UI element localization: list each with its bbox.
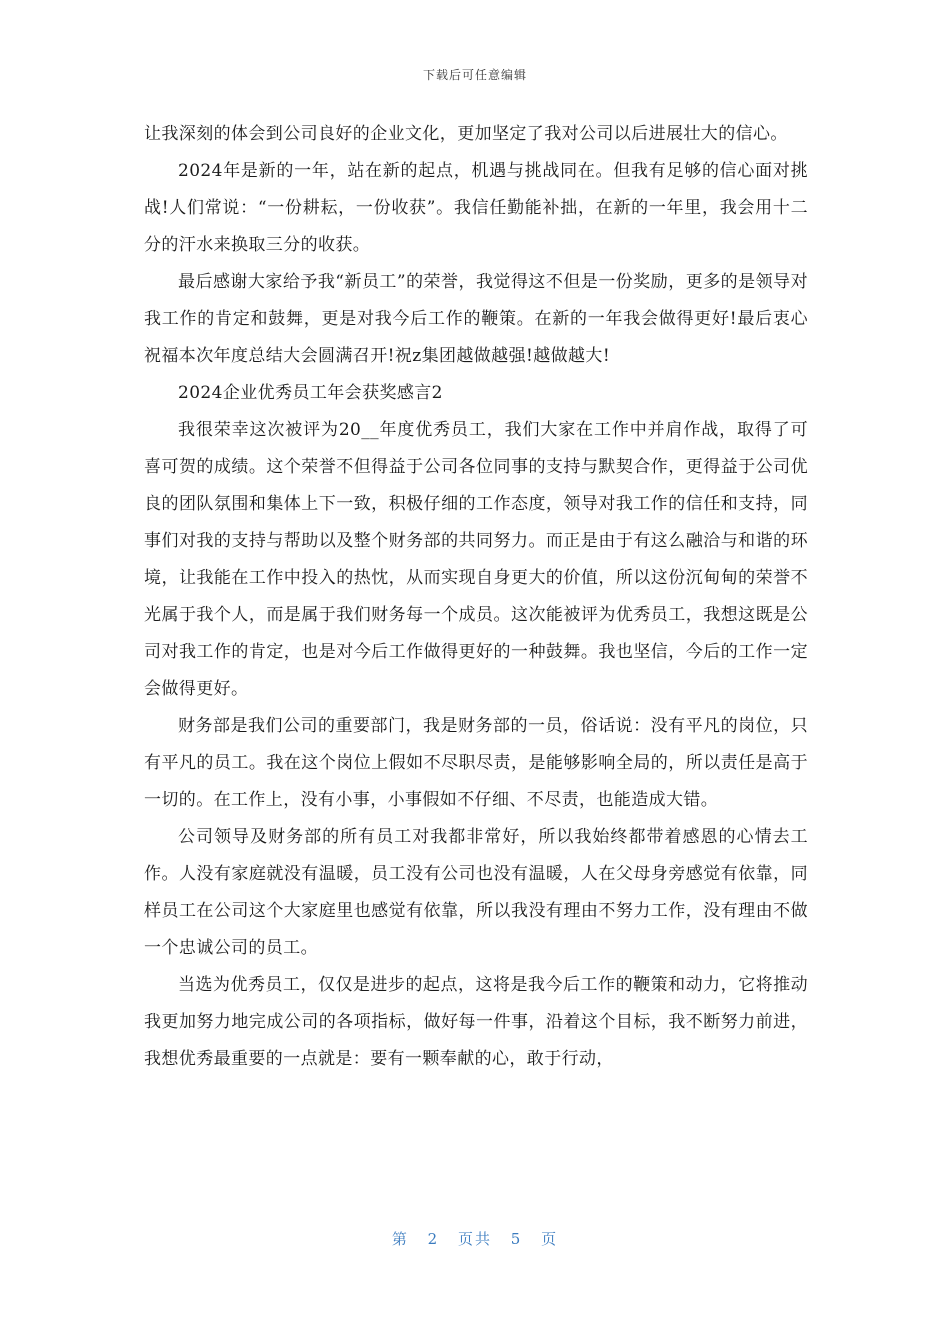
paragraph: 当选为优秀员工，仅仅是进步的起点，这将是我今后工作的鞭策和动力，它将推动我更加努力地完成公司的各项指标，做好每一件事，沿着这个目标，我不断努力前进，我想优秀最重要的一点就是：要有一颗奉献的心，敢于行动，: [144, 975, 808, 1069]
footer-page-number: 2: [427, 1230, 440, 1248]
section-title: 2024企业优秀员工年会获奖感言2: [178, 383, 443, 403]
header-note: 下载后可任意编辑: [422, 68, 527, 82]
footer-total-pages: 5: [510, 1230, 523, 1248]
footer-middle: 页共: [457, 1230, 492, 1248]
footer-suffix: 页: [541, 1230, 559, 1248]
paragraph: 2024年是新的一年，站在新的起点，机遇与挑战同在。但我有足够的信心面对挑战!人们常说：“一份耕耘，一份收获”。我信任勤能补拙，在新的一年里，我会用十二分的汗水来换取三分的收获。: [144, 161, 808, 255]
document-body: [144, 116, 808, 1078]
paragraph: 财务部是我们公司的重要部门，我是财务部的一员，俗话说：没有平凡的岗位，只有平凡的员工。我在这个岗位上假如不尽职尽责，是能够影响全局的，所以责任是高于一切的。在工作上，没有小事，小事假如不仔细、不尽责，也能造成大错。: [144, 716, 808, 810]
paragraph-continuation: 让我深刻的体会到公司良好的企业文化，更加坚定了我对公司以后进展壮大的信心。: [144, 124, 788, 144]
paragraph: 公司领导及财务部的所有员工对我都非常好，所以我始终都带着感恩的心情去工作。人没有家庭就没有温暖，员工没有公司也没有温暖，人在父母身旁感觉有依靠，同样员工在公司这个大家庭里也感觉有依靠，所以我没有理由不努力工作，没有理由不做一个忠诚公司的员工。: [144, 827, 808, 958]
paragraph: 最后感谢大家给予我“新员工”的荣誉，我觉得这不但是一份奖励，更多的是领导对我工作的肯定和鼓舞，更是对我今后工作的鞭策。在新的一年我会做得更好!最后衷心祝福本次年度总结大会圆满召开!祝z集团越做越强!越做越大!: [144, 272, 808, 366]
footer-prefix: 第: [391, 1230, 409, 1248]
page-footer: [0, 1228, 950, 1249]
paragraph: 我很荣幸这次被评为20__年度优秀员工，我们大家在工作中并肩作战，取得了可喜可贺的成绩。这个荣誉不但得益于公司各位同事的支持与默契合作，更得益于公司优良的团队氛围和集体上下一致，积极仔细的工作态度，领导对我工作的信任和支持，同事们对我的支持与帮助以及整个财务部的共同努力。而正是由于有这么融洽与和谐的环境，让我能在工作中投入的热忱，从而实现自身更大的价值，所以这份沉甸甸的荣誉不光属于我个人，而是属于我们财务每一个成员。这次能被评为优秀员工，我想这既是公司对我工作的肯定，也是对今后工作做得更好的一种鼓舞。我也坚信，今后的工作一定会做得更好。: [144, 420, 808, 699]
